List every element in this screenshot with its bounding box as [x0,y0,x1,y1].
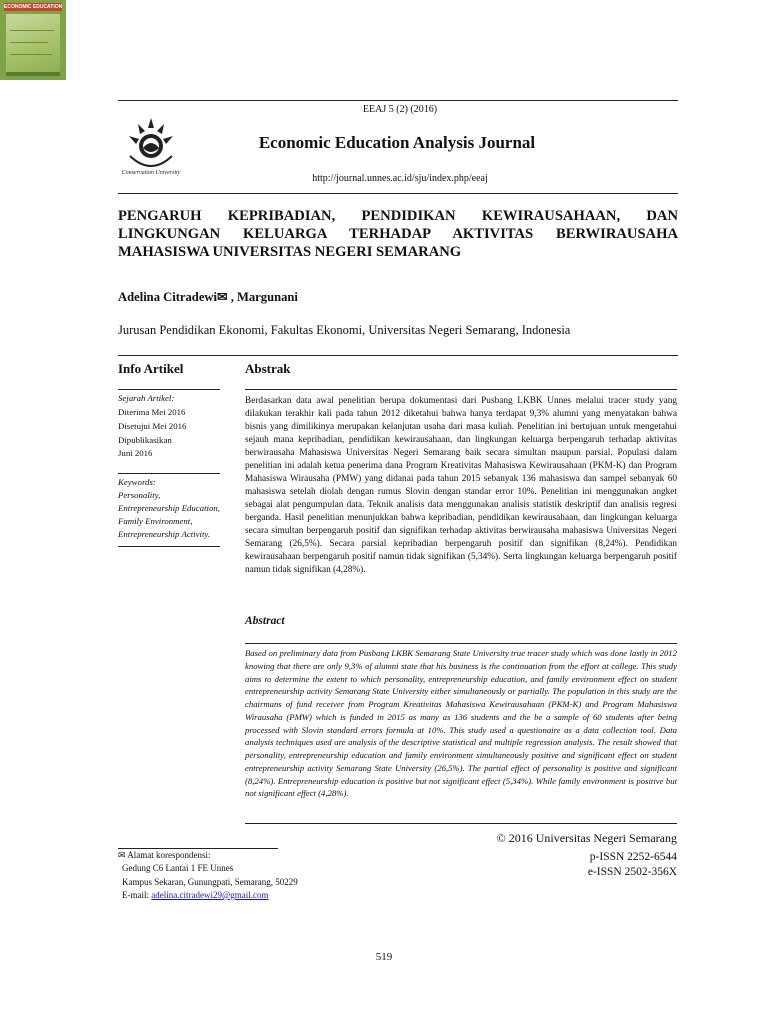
abstract-text: Based on preliminary data from Pusbang LKBK Semarang State University true tracer study which was done lastly in 2012 knowing that there are only 9,3% of alumni state that his business is the continuation from the effort at college. This study aims to determine the extent to which personality, entrepreneurship education, and family environment effect on student entrepreneurship activity Semarang State University either simultaneously or partially. The population in this study are the chairmans of fund receiver from Program Kreativitas Mahasiswa Kewirausahaan (PKM-K) and Program Mahasiswa Wirausaha (PMW) which is funded in 2015 as many as 136 students and the be a sample of 60 students after being processed with Slovin standard errors formula at 10%. This study used a questionaire as a data collection tool. Data analysis techniques used are analysis of the descriptive statistical and multiple regression analysis. The result showed that personality, entrepreneurship education and family environment simultaneously positive and significant effect on student entrepreneurship activity Semarang State University (26,5%). The partial effect of personality is positive and significant (8,24%). Entrepreneurship education is positive but not significant effect (5,34%). While family environment is positive but not significant effect (4,28%). [245,648,677,799]
abstrak-heading: Abstrak [245,361,291,376]
correspondence-label: ✉ Alamat korespondensi: [118,850,211,860]
keyword: Family Environment, [118,516,193,526]
p-issn: p-ISSN 2252-6544 [589,851,677,863]
article-title: PENGARUH KEPRIBADIAN, PENDIDIKAN KEWIRAUSAHAAN, DAN LINGKUNGAN KELUARGA TERHADAP AKTIVITAS BERWIRAUSAHA MAHASISWA UNIVERSITAS NEGERI SEMARANG [118,208,678,260]
abstract-bottom-rule [245,823,677,824]
journal-name: Economic Education Analysis Journal [258,133,536,152]
address-line: Kampus Sekaran, Gunungpati, Semarang, 50229 [122,877,298,887]
journal-url[interactable]: http://journal.unnes.ac.id/sju/index.php/eeaj [312,173,488,184]
email-link[interactable]: adelina.citradewi29@gmail.com [151,890,269,900]
abstrak-rule [245,389,677,390]
cover-footer [6,72,60,76]
address-line: Gedung C6 Lantai 1 FE Unnes [122,863,234,873]
date-received: Diterima Mei 2016 [118,407,186,417]
history-label: Sejarah Artikel: [118,393,175,403]
university-logo-icon [118,112,184,182]
info-rule [118,546,220,547]
abstract-rule [245,643,677,644]
keywords-label: Keywords: [118,477,156,487]
cover-title: ECONOMIC EDUCATION [4,4,63,10]
abstrak-text: Berdasarkan data awal penelitian berupa dokumentasi dari Pusbang LKBK Unnes melalui tracer study yang dilakukan terakhir kali pada tahun 2012 diketahui bahwa hanya terdapat 9,3% alumni yang menyatakan bahwa bisnis yang dimilikinya merupakan kelanjutan usaha dari masa kuliah. Penelitian ini bertujuan untuk mengetahui sejauh mana kepribadian, pendidikan kewirausahaan, dan lingkungan keluarga berpengaruh terhadap aktivitas berwirausaha Mahasiswa Universitas Negeri Semarang baik secara simultan maupun parsial. Populasi dalam penelitian ini adalah ketua penerima dana Program Kreativitas Mahasiswa Kewirausahaan (PKM-K) dan Program Mahasiswa Wirausaha (PMW) yang didanai pada tahun 2015 sebanyak 136 mahasiswa dan sampel sebanyak 60 mahasiswa setelah diolah dengan rumus Slovin dengan standar error 10%. Penelitian ini menggunakan angket sebagai alat pengumpulan data. Teknik analisis data menggunakan analisis statistik deskriptif dan analisis regresi berganda. Hasil penelitian menunjukkan bahwa kepribadian, pendidikan kewirausahaan, dan lingkungan keluarga secara simultan berpengaruh positif dan signifikan terhadap aktivitas berwirausaha mahasiswa Universitas Negeri Semarang (26,5%). Secara parsial kepribadian berpengaruh positif dan signifikan (8,24%). Pendidikan kewirausahaan berpengaruh positif namun tidak signifikan (5,34%). Serta lingkungan keluarga berpengaruh positif namun tidak signifikan (4,28%). [245,396,677,575]
page-number: 519 [375,951,393,963]
keyword: Entrepreneurship Education, [118,503,220,513]
cover-line [10,30,54,31]
logo-text: Conservation University [121,170,181,176]
cover-line [10,42,48,43]
header-bottom-rule [118,193,678,194]
email-label: E-mail: [122,890,152,900]
date-published: Juni 2016 [118,448,153,458]
journal-cover-thumbnail [0,0,66,80]
journal-issue: EEAJ 5 (2) (2016) [362,104,438,115]
published-label: Dipublikasikan [118,435,172,445]
date-accepted: Disetujui Mei 2016 [118,421,187,431]
abstract-heading: Abstract [245,615,285,627]
article-affiliation: Jurusan Pendidikan Ekonomi, Fakultas Ekonomi, Universitas Negeri Semarang, Indonesia [118,323,571,337]
top-rule [118,100,678,101]
cover-image [6,14,60,72]
info-heading: Info Artikel [118,361,184,376]
copyright: © 2016 Universitas Negeri Semarang [496,831,677,845]
cover-line [10,54,52,55]
section-rule [118,355,678,356]
article-authors: Adelina Citradewi✉ , Margunani [118,290,298,304]
keyword: Personality, [118,490,161,500]
e-issn: e-ISSN 2502-356X [587,866,677,878]
info-rule [118,473,220,474]
info-rule [118,389,220,390]
email-line [122,889,269,902]
keyword: Entrepreneurship Activity. [118,529,211,539]
